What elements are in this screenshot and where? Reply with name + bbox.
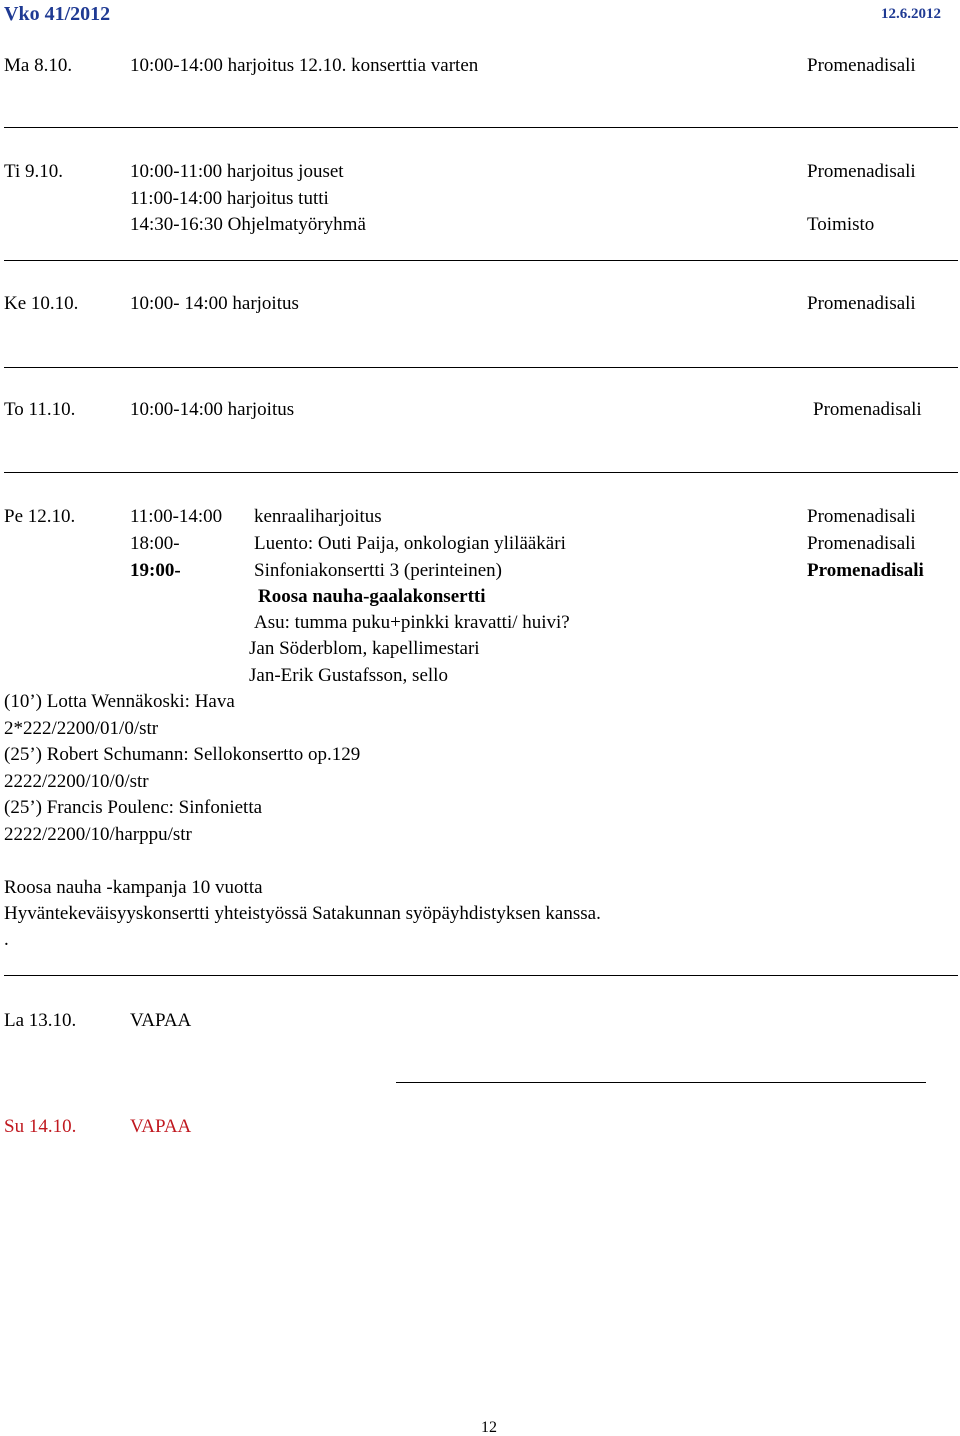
separator-line [4, 260, 958, 261]
program-item: (25’) Robert Schumann: Sellokonsertto op.129 [4, 744, 361, 765]
program-item: (25’) Francis Poulenc: Sinfonietta [4, 797, 263, 818]
schedule-entry: 14:30-16:30 Ohjelmatyöryhmä [130, 214, 366, 235]
venue: Promenadisali [807, 55, 916, 76]
schedule-entry: 10:00-11:00 harjoitus jouset [130, 161, 344, 182]
day-label: Pe 12.10. [4, 506, 76, 527]
separator-line [4, 367, 958, 368]
separator-line [4, 472, 958, 473]
day-label: Ke 10.10. [4, 293, 79, 314]
note: Roosa nauha -kampanja 10 vuotta [4, 877, 263, 898]
schedule-entry: Luento: Outi Paija, onkologian ylilääkäri [254, 533, 566, 554]
schedule-entry: 10:00-14:00 harjoitus [130, 399, 295, 420]
venue: Promenadisali [807, 560, 924, 581]
program-item: 2*222/2200/01/0/str [4, 718, 159, 739]
note: . [4, 929, 9, 950]
venue: Promenadisali [807, 506, 916, 527]
time-slot: 18:00- [130, 533, 180, 554]
day-label: To 11.10. [4, 399, 76, 420]
schedule-entry: 11:00-14:00 harjoitus tutti [130, 188, 329, 209]
separator-line [4, 127, 958, 128]
time-slot: 11:00-14:00 [130, 506, 223, 527]
venue: Promenadisali [807, 533, 916, 554]
schedule-entry: VAPAA [130, 1116, 192, 1137]
separator-line [396, 1082, 926, 1083]
soloist: Jan-Erik Gustafsson, sello [249, 665, 448, 686]
day-label: Su 14.10. [4, 1116, 77, 1137]
concert-title: Roosa nauha-gaalakonsertti [258, 586, 486, 607]
page-number: 12 [481, 1419, 497, 1436]
venue: Promenadisali [813, 399, 922, 420]
separator-line [4, 975, 958, 976]
day-label: Ti 9.10. [4, 161, 63, 182]
schedule-entry: Sinfoniakonsertti 3 (perinteinen) [254, 560, 502, 581]
week-title: Vko 41/2012 [4, 3, 111, 25]
schedule-entry: VAPAA [130, 1010, 192, 1031]
schedule-entry: 10:00-14:00 harjoitus 12.10. konserttia varten [130, 55, 479, 76]
program-item: (10’) Lotta Wennäkoski: Hava [4, 691, 235, 712]
day-label: Ma 8.10. [4, 55, 73, 76]
program-item: 2222/2200/10/0/str [4, 771, 149, 792]
venue: Promenadisali [807, 161, 916, 182]
schedule-entry: kenraaliharjoitus [254, 506, 382, 527]
program-item: 2222/2200/10/harppu/str [4, 824, 192, 845]
venue: Promenadisali [807, 293, 916, 314]
dress-code: Asu: tumma puku+pinkki kravatti/ huivi? [254, 612, 570, 633]
time-slot: 19:00- [130, 560, 181, 581]
venue: Toimisto [807, 214, 875, 235]
header-date: 12.6.2012 [881, 6, 941, 22]
day-label: La 13.10. [4, 1010, 77, 1031]
schedule-entry: 10:00- 14:00 harjoitus [130, 293, 299, 314]
conductor: Jan Söderblom, kapellimestari [249, 638, 480, 659]
note: Hyväntekeväisyyskonsertti yhteistyössä Satakunnan syöpäyhdistyksen kanssa. [4, 903, 601, 924]
